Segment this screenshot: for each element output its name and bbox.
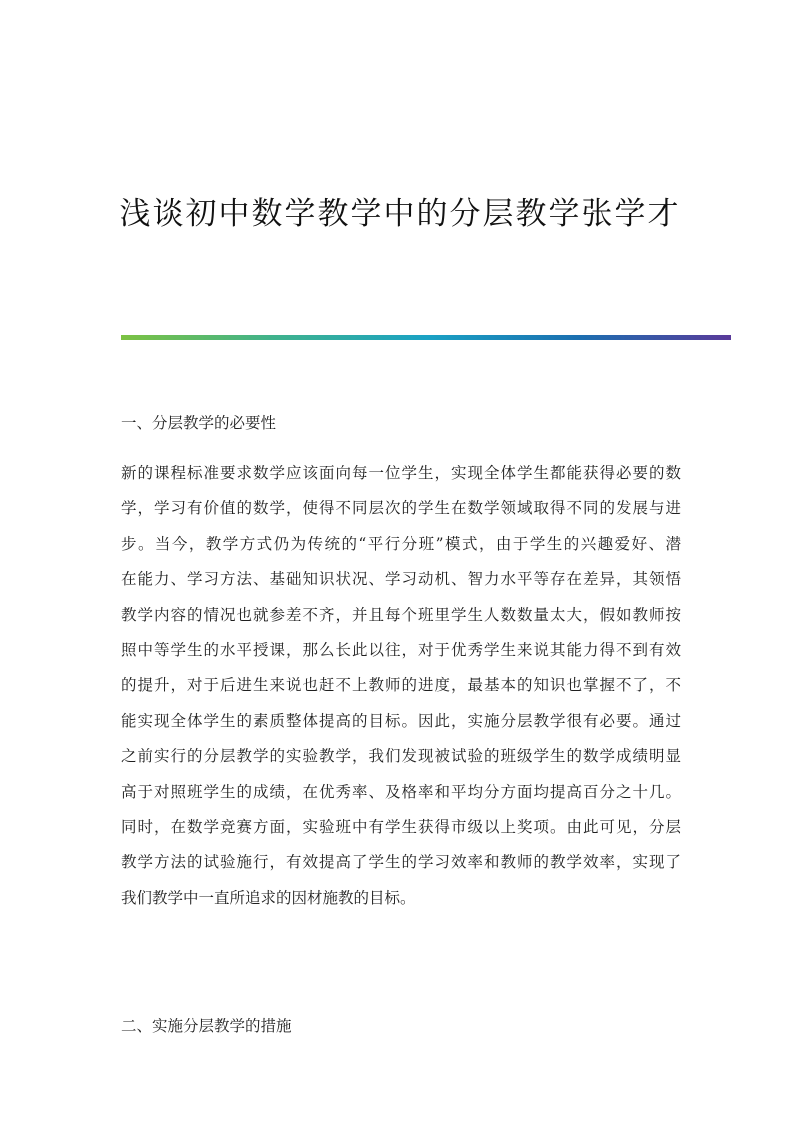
paragraph-line: 在能力、学习方法、基础知识状况、学习动机、智力水平等存在差异，其领悟 — [121, 570, 681, 589]
paragraph-1 — [121, 456, 681, 916]
paragraph-line: 学，学习有价值的数学，使得不同层次的学生在数学领域取得不同的发展与进 — [121, 499, 681, 518]
gradient-divider — [121, 335, 731, 340]
section-heading-2: 二、实施分层教学的措施 — [121, 1017, 292, 1035]
paragraph-line: 的提升，对于后进生来说也赶不上教师的进度，最基本的知识也掌握不了，不 — [121, 676, 681, 695]
paragraph-line: 能实现全体学生的素质整体提高的目标。因此，实施分层教学很有必要。通过 — [121, 711, 681, 730]
paragraph-line: 教学内容的情况也就参差不齐，并且每个班里学生人数数量太大，假如教师按 — [121, 605, 681, 624]
paragraph-line: 之前实行的分层教学的实验教学，我们发现被试验的班级学生的数学成绩明显 — [121, 747, 681, 766]
paragraph-line: 步。当今，教学方式仍为传统的“平行分班”模式，由于学生的兴趣爱好、潜 — [121, 534, 681, 553]
document-title: 浅谈初中数学教学中的分层教学张学才 — [119, 196, 681, 232]
paragraph-line: 新的课程标准要求数学应该面向每一位学生，实现全体学生都能获得必要的数 — [121, 464, 681, 482]
paragraph-line: 教学方法的试验施行，有效提高了学生的学习效率和教师的教学效率，实现了 — [121, 853, 681, 872]
paragraph-line: 照中等学生的水平授课，那么长此以往，对于优秀学生来说其能力得不到有效 — [121, 641, 681, 660]
section-heading-1: 一、分层教学的必要性 — [121, 414, 277, 432]
paragraph-line: 同时，在数学竞赛方面，实验班中有学生获得市级以上奖项。由此可见，分层 — [121, 818, 681, 837]
paragraph-line: 我们教学中一直所追求的因材施教的目标。 — [121, 888, 416, 907]
paragraph-line: 高于对照班学生的成绩，在优秀率、及格率和平均分方面均提高百分之十几。 — [121, 782, 681, 801]
